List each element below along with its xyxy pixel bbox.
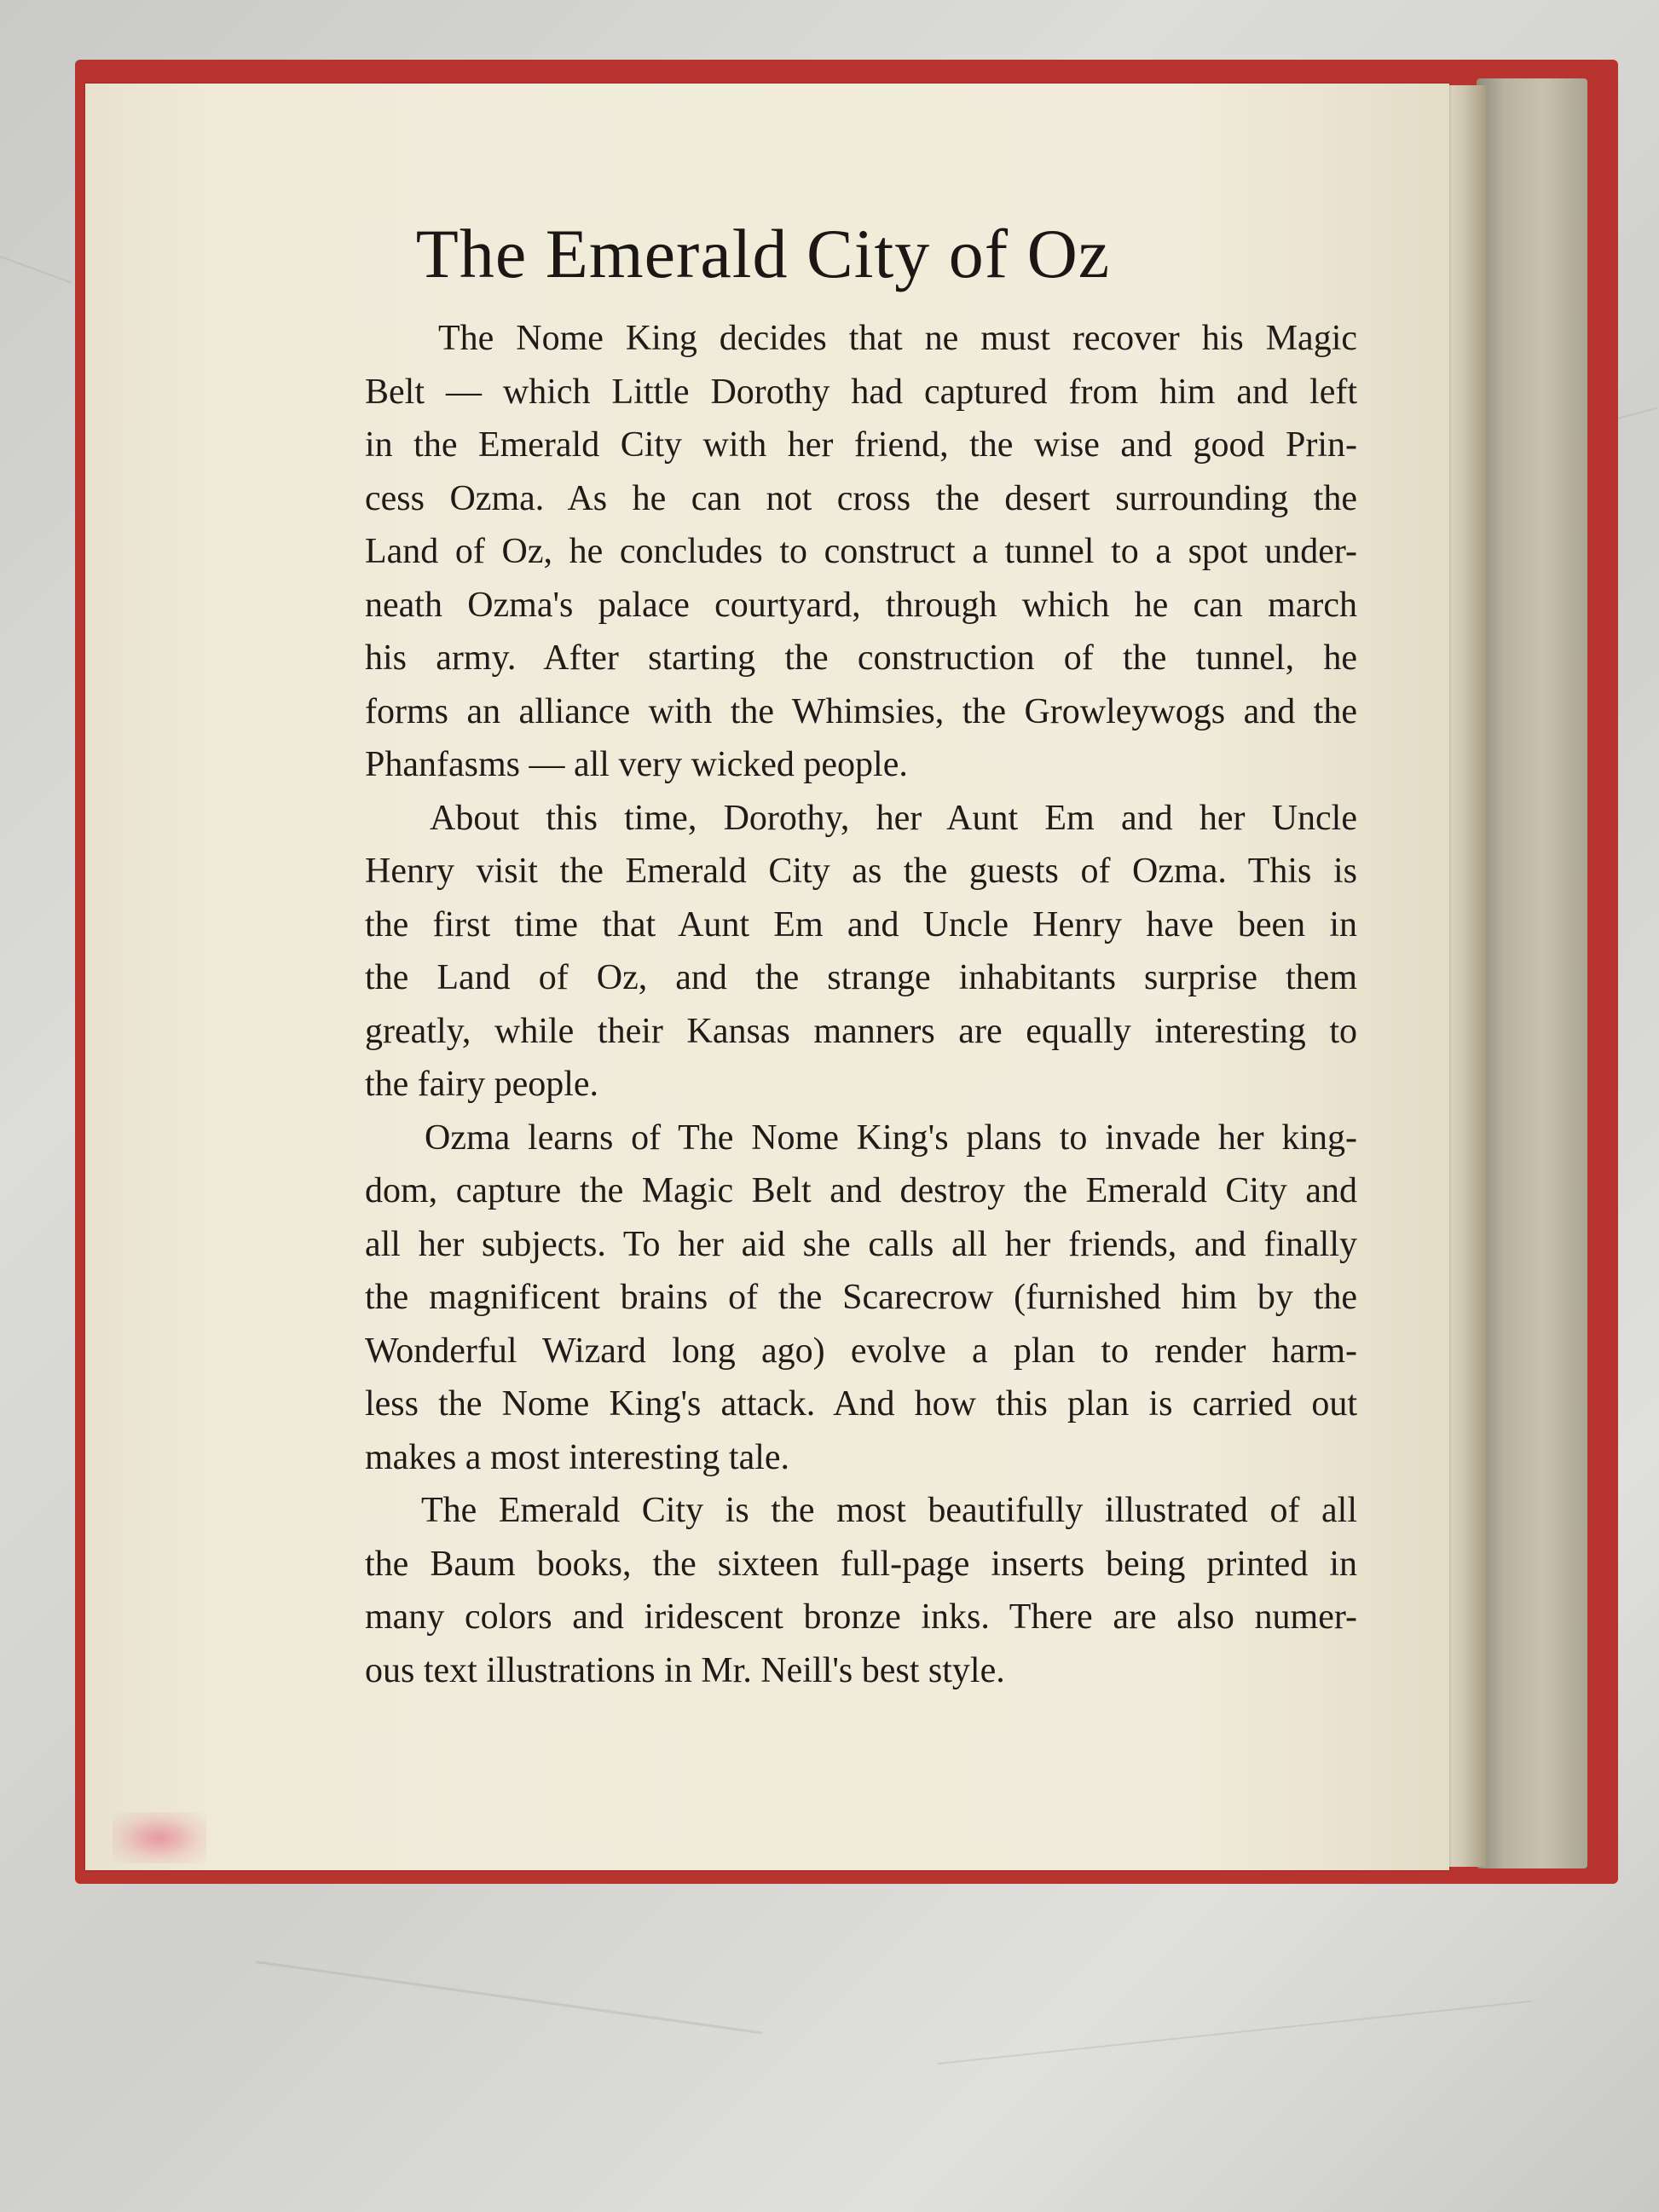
text-line: less the Nome King's attack. And how this plan is carried out [365, 1384, 1357, 1424]
text-line: Wonderful Wizard long ago) evolve a plan to render harm- [365, 1331, 1357, 1371]
marble-vein [938, 2001, 1531, 2065]
text-line: many colors and iridescent bronze inks. There are also numer- [365, 1597, 1357, 1637]
paragraph-4 [292, 1484, 1357, 1697]
text-line: cess Ozma. As he can not cross the desert surrounding the [365, 478, 1357, 518]
paragraph-2 [292, 792, 1357, 1112]
text-line: the Baum books, the sixteen full-page inserts being printed in [365, 1544, 1357, 1584]
text-line: Belt — which Little Dorothy had captured from him and left [365, 372, 1357, 412]
page-stain [113, 1812, 206, 1863]
marble-vein [256, 1961, 763, 2034]
text-line: the fairy people. [365, 1065, 599, 1104]
text-line: About this time, Dorothy, her Aunt Em and her Uncle [430, 798, 1357, 838]
body-text [292, 312, 1357, 1697]
text-line: forms an alliance with the Whimsies, the Growleywogs and the [365, 691, 1357, 731]
text-line: the magnificent brains of the Scarecrow (furnished him by the [365, 1278, 1357, 1317]
text-line: his army. After starting the construction of the tunnel, he [365, 638, 1357, 678]
marble-vein [0, 256, 72, 284]
text-line: the Land of Oz, and the strange inhabitants surprise them [365, 958, 1357, 997]
text-line: in the Emerald City with her friend, the wise and good Prin- [365, 425, 1357, 465]
page-title: The Emerald City of Oz [415, 215, 1111, 292]
text-line: Henry visit the Emerald City as the guests of Ozma. This is [365, 852, 1357, 891]
paragraph-3 [292, 1112, 1357, 1485]
paragraph-1 [292, 312, 1357, 792]
text-line: Phanfasms — all very wicked people. [365, 745, 908, 784]
text-line: neath Ozma's palace courtyard, through which he can march [365, 585, 1357, 625]
facing-page-edge [1477, 78, 1587, 1868]
text-line: makes a most interesting tale. [365, 1437, 790, 1477]
text-line: Land of Oz, he concludes to construct a tunnel to a spot under- [365, 532, 1357, 571]
text-line: dom, capture the Magic Belt and destroy the Emerald City and [365, 1171, 1357, 1210]
text-line: ous text illustrations in Mr. Neill's best style. [365, 1650, 1005, 1690]
text-line: greatly, while their Kansas manners are equally interesting to [365, 1011, 1357, 1051]
text-line: the first time that Aunt Em and Uncle Henry have been in [365, 904, 1357, 944]
text-line: The Nome King decides that ne must recover his Magic [438, 319, 1357, 358]
text-line: Ozma learns of The Nome King's plans to invade her king- [425, 1118, 1357, 1158]
text-line: The Emerald City is the most beautifully illustrated of all [421, 1491, 1357, 1530]
text-line: all her subjects. To her aid she calls all her friends, and finally [365, 1224, 1357, 1264]
